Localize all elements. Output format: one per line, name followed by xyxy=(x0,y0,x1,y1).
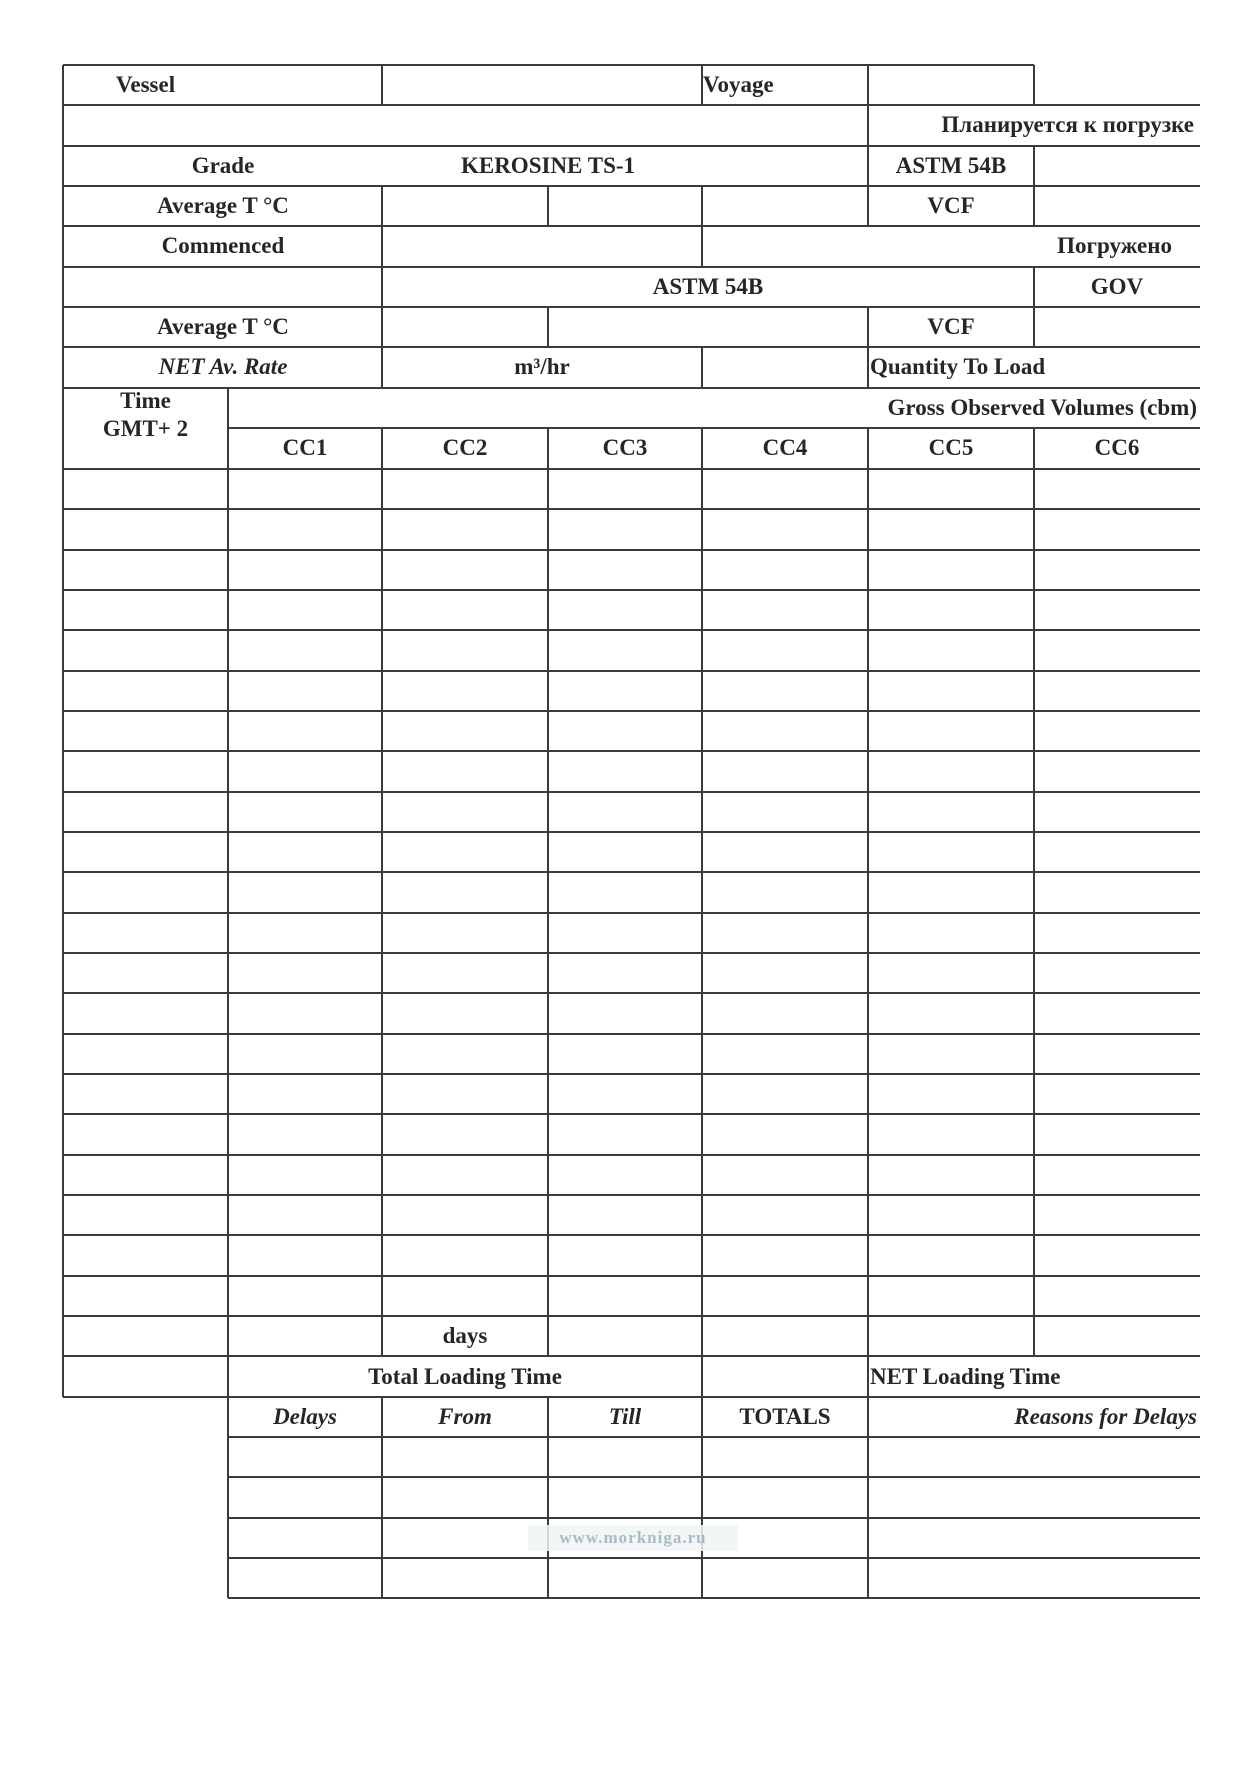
commenced-field[interactable] xyxy=(382,226,702,266)
time-cell[interactable] xyxy=(63,1114,228,1154)
delay-cell[interactable] xyxy=(228,1437,382,1477)
horizontal-rule xyxy=(63,266,1200,268)
avg-temp-label-1: Average T °C xyxy=(157,193,289,218)
vertical-rule xyxy=(1033,307,1035,347)
volume-cell-cc5[interactable] xyxy=(868,872,1034,912)
volume-cell-cc1[interactable] xyxy=(228,1235,382,1275)
horizontal-rule xyxy=(63,912,1200,914)
reason-cell[interactable] xyxy=(868,1518,1200,1558)
time-cell[interactable] xyxy=(63,1195,228,1235)
volume-cell-cc1[interactable] xyxy=(228,1034,382,1074)
time-cell[interactable] xyxy=(63,469,228,509)
reason-cell[interactable] xyxy=(868,1477,1200,1517)
volume-cell-cc6[interactable] xyxy=(1034,671,1200,711)
volume-cell-cc6[interactable] xyxy=(1034,1114,1200,1154)
horizontal-rule xyxy=(63,992,1200,994)
loaded-label: Погружено xyxy=(1057,233,1172,258)
vertical-rule xyxy=(867,186,869,226)
vertical-rule xyxy=(867,146,869,186)
till-cell[interactable] xyxy=(548,1477,702,1517)
volume-cell-cc5[interactable] xyxy=(868,550,1034,590)
vertical-rule xyxy=(381,267,383,307)
watermark: www.morkniga.ru xyxy=(528,1525,738,1551)
volume-cell-cc2[interactable] xyxy=(382,1235,548,1275)
vertical-rule xyxy=(701,347,703,388)
time-label-line2: GMT+ 2 xyxy=(102,416,189,441)
delays-header: Delays xyxy=(273,1404,337,1429)
volume-cell-cc2[interactable] xyxy=(382,711,548,751)
vertical-rule xyxy=(701,226,703,267)
volume-cell-cc4[interactable] xyxy=(702,550,868,590)
volume-cell-cc2[interactable] xyxy=(382,1195,548,1235)
volume-cell-cc5[interactable] xyxy=(868,953,1034,993)
reason-cell[interactable] xyxy=(868,1437,1200,1477)
volume-cell-cc3[interactable] xyxy=(548,1276,702,1316)
volume-cell-cc4[interactable] xyxy=(702,1074,868,1114)
planned-label: Планируется к погрузке xyxy=(941,112,1194,137)
volume-cell-cc4[interactable] xyxy=(702,590,868,630)
volume-cell-cc5[interactable] xyxy=(868,1235,1034,1275)
horizontal-rule xyxy=(63,1073,1200,1075)
volume-cell-cc3[interactable] xyxy=(548,953,702,993)
volume-cell-cc3[interactable] xyxy=(548,872,702,912)
volume-cell-cc2[interactable] xyxy=(382,993,548,1033)
vertical-rule xyxy=(1033,267,1035,307)
astm-label-2: ASTM 54B xyxy=(652,274,764,299)
astm-field-1[interactable] xyxy=(1034,146,1200,186)
volume-cell-cc3[interactable] xyxy=(548,993,702,1033)
totals-cell[interactable] xyxy=(702,1437,868,1477)
vertical-rule xyxy=(1033,186,1035,226)
volume-cell-cc5[interactable] xyxy=(868,590,1034,630)
volume-cell-cc2[interactable] xyxy=(382,1074,548,1114)
column-header-cc1: CC1 xyxy=(282,435,328,460)
volume-cell-cc1[interactable] xyxy=(228,832,382,872)
volume-cell-cc6[interactable] xyxy=(1034,509,1200,549)
delay-cell[interactable] xyxy=(228,1558,382,1598)
horizontal-rule xyxy=(63,468,1200,470)
vcf-label-1: VCF xyxy=(927,193,975,218)
vertical-rule xyxy=(381,65,383,105)
volume-cell-cc3[interactable] xyxy=(548,1114,702,1154)
vcf-field-1[interactable] xyxy=(1034,186,1200,226)
volume-cell-cc3[interactable] xyxy=(548,792,702,832)
volume-cell-cc3[interactable] xyxy=(548,1155,702,1195)
horizontal-rule xyxy=(63,549,1200,551)
time-cell[interactable] xyxy=(63,832,228,872)
volume-cell-cc5[interactable] xyxy=(868,792,1034,832)
volume-cell-cc6[interactable] xyxy=(1034,872,1200,912)
volume-cell-cc2[interactable] xyxy=(382,953,548,993)
vertical-rule xyxy=(547,1397,549,1599)
volume-cell-cc6[interactable] xyxy=(1034,1155,1200,1195)
from-header: From xyxy=(438,1404,492,1429)
volume-cell-cc5[interactable] xyxy=(868,832,1034,872)
vertical-rule xyxy=(381,186,383,226)
volume-cell-cc6[interactable] xyxy=(1034,1276,1200,1316)
vessel-field[interactable] xyxy=(228,65,548,105)
horizontal-rule xyxy=(63,1154,1200,1156)
horizontal-rule xyxy=(63,1113,1200,1115)
volume-cell-cc4[interactable] xyxy=(702,872,868,912)
volume-cell-cc6[interactable] xyxy=(1034,469,1200,509)
avg-temp-field-1b[interactable] xyxy=(548,186,702,226)
volume-cell-cc1[interactable] xyxy=(228,1114,382,1154)
volume-cell-cc3[interactable] xyxy=(548,590,702,630)
column-header-cc4: CC4 xyxy=(762,435,808,460)
volume-cell-cc1[interactable] xyxy=(228,1195,382,1235)
volume-cell-cc4[interactable] xyxy=(702,671,868,711)
volume-cell-cc3[interactable] xyxy=(548,509,702,549)
volume-cell-cc5[interactable] xyxy=(868,469,1034,509)
vertical-rule xyxy=(62,65,64,1397)
volume-cell-cc2[interactable] xyxy=(382,1155,548,1195)
vertical-rule xyxy=(867,65,869,105)
volume-cell-cc1[interactable] xyxy=(228,469,382,509)
grade-value: KEROSINE TS-1 xyxy=(460,153,636,178)
time-cell[interactable] xyxy=(63,671,228,711)
horizontal-rule xyxy=(63,1355,1200,1357)
volume-cell-cc2[interactable] xyxy=(382,550,548,590)
volume-cell-cc1[interactable] xyxy=(228,509,382,549)
volume-cell-cc4[interactable] xyxy=(702,953,868,993)
vertical-rule xyxy=(1033,146,1035,186)
vertical-rule xyxy=(701,428,703,1356)
time-cell[interactable] xyxy=(63,630,228,670)
vertical-rule xyxy=(381,1397,383,1599)
volume-cell-cc3[interactable] xyxy=(548,913,702,953)
vertical-rule xyxy=(547,428,549,1356)
volume-cell-cc6[interactable] xyxy=(1034,711,1200,751)
gov-header: Gross Observed Volumes (cbm) xyxy=(887,395,1197,420)
volume-cell-cc5[interactable] xyxy=(868,671,1034,711)
horizontal-rule xyxy=(63,952,1200,954)
volume-cell-cc5[interactable] xyxy=(868,1034,1034,1074)
volume-cell-cc2[interactable] xyxy=(382,792,548,832)
horizontal-rule xyxy=(63,831,1200,833)
till-cell[interactable] xyxy=(548,1558,702,1598)
volume-cell-cc1[interactable] xyxy=(228,993,382,1033)
volume-cell-cc2[interactable] xyxy=(382,1034,548,1074)
volume-cell-cc3[interactable] xyxy=(548,1235,702,1275)
volume-cell-cc6[interactable] xyxy=(1034,751,1200,791)
horizontal-rule xyxy=(228,427,1200,429)
horizontal-rule xyxy=(228,1557,1200,1559)
volume-cell-cc5[interactable] xyxy=(868,711,1034,751)
volume-cell-cc6[interactable] xyxy=(1034,993,1200,1033)
volume-cell-cc4[interactable] xyxy=(702,1155,868,1195)
volume-cell-cc2[interactable] xyxy=(382,1276,548,1316)
volume-cell-cc5[interactable] xyxy=(868,509,1034,549)
volume-cell-cc6[interactable] xyxy=(1034,1195,1200,1235)
horizontal-rule xyxy=(63,1194,1200,1196)
volume-cell-cc3[interactable] xyxy=(548,1195,702,1235)
vertical-rule xyxy=(547,307,549,347)
time-cell[interactable] xyxy=(63,509,228,549)
horizontal-rule xyxy=(228,1597,1200,1599)
volume-cell-cc3[interactable] xyxy=(548,832,702,872)
vertical-rule xyxy=(547,186,549,226)
volume-cell-cc4[interactable] xyxy=(702,469,868,509)
volume-cell-cc2[interactable] xyxy=(382,469,548,509)
volume-cell-cc2[interactable] xyxy=(382,751,548,791)
vertical-rule xyxy=(867,1356,869,1396)
rate-unit: m³/hr xyxy=(514,354,570,379)
horizontal-rule xyxy=(63,306,1200,308)
till-cell[interactable] xyxy=(548,1437,702,1477)
horizontal-rule xyxy=(63,871,1200,873)
volume-cell-cc5[interactable] xyxy=(868,1195,1034,1235)
volume-cell-cc6[interactable] xyxy=(1034,630,1200,670)
volume-cell-cc4[interactable] xyxy=(702,1114,868,1154)
total-loading-label: Total Loading Time xyxy=(368,1364,562,1389)
time-cell[interactable] xyxy=(63,993,228,1033)
volume-cell-cc5[interactable] xyxy=(868,1276,1034,1316)
volume-cell-cc1[interactable] xyxy=(228,671,382,711)
horizontal-rule xyxy=(228,1476,1200,1478)
delay-cell[interactable] xyxy=(228,1518,382,1558)
horizontal-rule xyxy=(63,185,1200,187)
time-cell[interactable] xyxy=(63,953,228,993)
volume-cell-cc4[interactable] xyxy=(702,1034,868,1074)
volume-cell-cc3[interactable] xyxy=(548,630,702,670)
column-header-cc2: CC2 xyxy=(442,435,488,460)
totals-header: TOTALS xyxy=(739,1404,831,1429)
volume-cell-cc1[interactable] xyxy=(228,1155,382,1195)
volume-cell-cc4[interactable] xyxy=(702,711,868,751)
volume-cell-cc3[interactable] xyxy=(548,671,702,711)
time-cell[interactable] xyxy=(63,872,228,912)
volume-cell-cc5[interactable] xyxy=(868,1114,1034,1154)
from-cell[interactable] xyxy=(382,1437,548,1477)
horizontal-rule xyxy=(228,1517,1200,1519)
volume-cell-cc4[interactable] xyxy=(702,509,868,549)
volume-cell-cc1[interactable] xyxy=(228,1074,382,1114)
column-header-cc5: CC5 xyxy=(928,435,974,460)
reasons-header: Reasons for Delays xyxy=(1014,1404,1197,1429)
volume-cell-cc3[interactable] xyxy=(548,550,702,590)
horizontal-rule xyxy=(63,670,1200,672)
horizontal-rule xyxy=(63,629,1200,631)
reason-cell[interactable] xyxy=(868,1558,1200,1598)
volume-cell-cc6[interactable] xyxy=(1034,550,1200,590)
net-rate-label: NET Av. Rate xyxy=(158,354,288,379)
total-loading-field[interactable] xyxy=(702,1357,868,1397)
horizontal-rule xyxy=(63,1033,1200,1035)
volume-cell-cc5[interactable] xyxy=(868,751,1034,791)
volume-cell-cc4[interactable] xyxy=(702,832,868,872)
vertical-rule xyxy=(701,65,703,105)
volume-cell-cc6[interactable] xyxy=(1034,1034,1200,1074)
volume-cell-cc1[interactable] xyxy=(228,913,382,953)
volume-cell-cc5[interactable] xyxy=(868,1074,1034,1114)
vcf-field-2[interactable] xyxy=(1034,307,1200,347)
volume-cell-cc4[interactable] xyxy=(702,751,868,791)
volume-cell-cc6[interactable] xyxy=(1034,1235,1200,1275)
horizontal-rule xyxy=(63,710,1200,712)
time-cell[interactable] xyxy=(63,1074,228,1114)
volume-cell-cc3[interactable] xyxy=(548,1074,702,1114)
from-cell[interactable] xyxy=(382,1477,548,1517)
avg-temp-field-2b[interactable] xyxy=(548,307,868,347)
volume-cell-cc2[interactable] xyxy=(382,590,548,630)
volume-cell-cc5[interactable] xyxy=(868,993,1034,1033)
time-cell[interactable] xyxy=(63,792,228,832)
volume-cell-cc1[interactable] xyxy=(228,1276,382,1316)
volume-cell-cc5[interactable] xyxy=(868,630,1034,670)
gov-label: GOV xyxy=(1090,274,1144,299)
volume-cell-cc1[interactable] xyxy=(228,630,382,670)
volume-cell-cc4[interactable] xyxy=(702,792,868,832)
avg-temp-field-1a[interactable] xyxy=(382,186,548,226)
column-header-cc6: CC6 xyxy=(1094,435,1140,460)
horizontal-rule xyxy=(63,589,1200,591)
horizontal-rule xyxy=(228,1436,1200,1438)
from-cell[interactable] xyxy=(382,1518,548,1558)
volume-cell-cc1[interactable] xyxy=(228,751,382,791)
horizontal-rule xyxy=(63,1275,1200,1277)
vertical-rule xyxy=(701,186,703,226)
volume-cell-cc2[interactable] xyxy=(382,832,548,872)
vertical-rule xyxy=(867,347,869,388)
vertical-rule xyxy=(381,428,383,1356)
time-cell[interactable] xyxy=(63,1034,228,1074)
time-cell[interactable] xyxy=(63,751,228,791)
vertical-rule xyxy=(867,1397,869,1599)
volume-cell-cc1[interactable] xyxy=(228,872,382,912)
vertical-rule xyxy=(867,105,869,146)
quantity-label: Quantity To Load xyxy=(870,354,1046,379)
volume-cell-cc6[interactable] xyxy=(1034,953,1200,993)
volume-cell-cc3[interactable] xyxy=(548,469,702,509)
days-label: days xyxy=(442,1323,488,1348)
volume-cell-cc2[interactable] xyxy=(382,630,548,670)
column-header-cc3: CC3 xyxy=(602,435,648,460)
volume-cell-cc6[interactable] xyxy=(1034,590,1200,630)
volume-cell-cc6[interactable] xyxy=(1034,1074,1200,1114)
volume-cell-cc2[interactable] xyxy=(382,671,548,711)
time-cell[interactable] xyxy=(63,711,228,751)
voyage-label: Voyage xyxy=(703,72,774,97)
volume-cell-cc3[interactable] xyxy=(548,1034,702,1074)
time-label-line1: Time xyxy=(120,388,171,413)
time-cell[interactable] xyxy=(63,1276,228,1316)
voyage-field[interactable] xyxy=(868,65,1034,105)
vertical-rule xyxy=(381,307,383,347)
volume-cell-cc5[interactable] xyxy=(868,913,1034,953)
horizontal-rule xyxy=(63,1315,1200,1317)
volume-cell-cc6[interactable] xyxy=(1034,913,1200,953)
vertical-rule xyxy=(701,1397,703,1599)
till-header: Till xyxy=(608,1404,642,1429)
vessel-label: Vessel xyxy=(115,72,176,97)
volume-cell-cc4[interactable] xyxy=(702,993,868,1033)
volume-cell-cc6[interactable] xyxy=(1034,832,1200,872)
avg-temp-field-2a[interactable] xyxy=(382,307,548,347)
volume-cell-cc1[interactable] xyxy=(228,550,382,590)
volume-cell-cc6[interactable] xyxy=(1034,792,1200,832)
totals-cell[interactable] xyxy=(702,1558,868,1598)
time-cell[interactable] xyxy=(63,913,228,953)
avg-temp-field-1c[interactable] xyxy=(702,186,868,226)
volume-cell-cc4[interactable] xyxy=(702,630,868,670)
volume-cell-cc1[interactable] xyxy=(228,711,382,751)
vertical-rule xyxy=(227,388,229,1397)
horizontal-rule xyxy=(63,1234,1200,1236)
volume-cell-cc3[interactable] xyxy=(548,751,702,791)
volume-cell-cc5[interactable] xyxy=(868,1155,1034,1195)
vertical-rule xyxy=(701,1356,703,1396)
net-loading-label: NET Loading Time xyxy=(870,1364,1061,1389)
horizontal-rule xyxy=(63,750,1200,752)
volume-cell-cc1[interactable] xyxy=(228,953,382,993)
time-cell[interactable] xyxy=(63,1155,228,1195)
volume-cell-cc1[interactable] xyxy=(228,792,382,832)
horizontal-rule xyxy=(63,791,1200,793)
time-cell[interactable] xyxy=(63,550,228,590)
time-cell[interactable] xyxy=(63,1235,228,1275)
time-cell[interactable] xyxy=(63,590,228,630)
horizontal-rule xyxy=(63,225,1200,227)
vertical-rule xyxy=(1033,428,1035,1356)
vertical-rule xyxy=(227,1397,229,1599)
volume-cell-cc2[interactable] xyxy=(382,872,548,912)
volume-cell-cc4[interactable] xyxy=(702,1235,868,1275)
horizontal-rule xyxy=(63,346,1200,348)
grade-label: Grade xyxy=(191,153,255,178)
volume-cell-cc2[interactable] xyxy=(382,1114,548,1154)
horizontal-rule xyxy=(63,1396,1200,1398)
astm-label-1: ASTM 54B xyxy=(895,153,1007,178)
horizontal-rule xyxy=(63,104,1200,106)
volume-cell-cc4[interactable] xyxy=(702,1195,868,1235)
volume-cell-cc3[interactable] xyxy=(548,711,702,751)
horizontal-rule xyxy=(63,64,1034,66)
vertical-rule xyxy=(867,428,869,1356)
commenced-label: Commenced xyxy=(161,233,285,258)
volume-cell-cc2[interactable] xyxy=(382,913,548,953)
horizontal-rule xyxy=(63,387,1200,389)
totals-cell[interactable] xyxy=(702,1477,868,1517)
volume-cell-cc4[interactable] xyxy=(702,913,868,953)
avg-temp-label-2: Average T °C xyxy=(157,314,289,339)
delay-cell[interactable] xyxy=(228,1477,382,1517)
vertical-rule xyxy=(1033,65,1035,105)
horizontal-rule xyxy=(63,145,1200,147)
vertical-rule xyxy=(381,347,383,388)
vertical-rule xyxy=(867,307,869,347)
from-cell[interactable] xyxy=(382,1558,548,1598)
horizontal-rule xyxy=(63,508,1200,510)
vertical-rule xyxy=(381,226,383,267)
vcf-label-2: VCF xyxy=(927,314,975,339)
volume-cell-cc1[interactable] xyxy=(228,590,382,630)
volume-cell-cc4[interactable] xyxy=(702,1276,868,1316)
volume-cell-cc2[interactable] xyxy=(382,509,548,549)
